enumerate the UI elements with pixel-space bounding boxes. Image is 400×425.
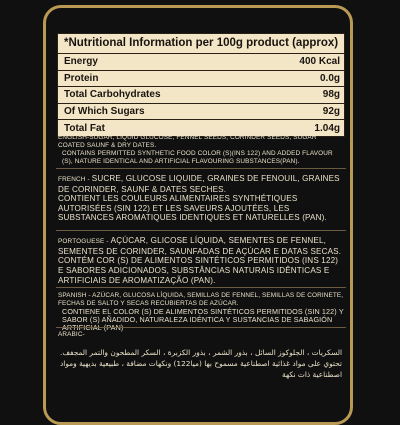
nutrition-table: [57, 33, 345, 137]
divider: [56, 287, 346, 288]
nutrient-value: 98g: [322, 89, 340, 101]
nutrient-value: 92g: [322, 106, 340, 118]
arabic-ingredients-text: السكريات ، الجلوكوز السائل ، بذور الشمر ، بذور الكزبرة ، السكر المطحون والتمر المجفف. تحتوي على مواد غذائية اصطناعية مسموح بها (ميا122) ونكهات مضافة ، طبيعية بديهية ومواد اصطناعية ذات نكهة: [60, 348, 342, 379]
french-label: FRENCH -: [58, 176, 92, 183]
french-contains-text: CONTIENT LES COULEURS ALIMENTAIRES SYNTHÉTIQUES AUTORISÉES (SIN 122) ET LES SAVEURS AJOUTÉES, LES SUBSTANCES AROMATIQUES IDENTIQUES ET NATURELLES (PAN).: [58, 194, 327, 223]
nutrient-label: Of Which Sugars: [64, 106, 145, 118]
nutrition-title: *Nutritional Information per 100g product (approx): [58, 34, 344, 54]
english-ingredients-text: ENGLISH-SUGAR, LIQUID GLUCOSE, FENNEL SEEDS, CORINDER SEEDS, SUGAR COATED SAUNF & DRY DATES.: [58, 134, 317, 149]
nutrient-value: 0.0g: [319, 72, 340, 84]
nutrient-value: 400 Kcal: [299, 56, 340, 68]
nutrient-label: Protein: [64, 72, 99, 84]
nutrient-label: Total Fat: [64, 122, 105, 134]
portuguese-ingredients-text: AÇÚCAR, GLICOSE LÍQUIDA, SEMENTES DE FENNEL, SEMENTES DE CORINDER, SAUNFADAS DE AÇÚCAR E DATAS SECAS.: [58, 236, 342, 256]
arabic-label: ARABIC-: [58, 331, 85, 338]
nutrient-value: 1.04g: [314, 122, 340, 134]
divider: [56, 230, 346, 231]
divider: [56, 327, 346, 328]
portuguese-label: PORTOGUESE -: [58, 238, 111, 245]
nutrition-row-carbohydrates: [58, 87, 344, 104]
nutrient-label: Energy: [64, 56, 98, 68]
portuguese-ingredients: [58, 236, 344, 286]
nutrition-row-sugars: [58, 104, 344, 121]
english-ingredients: [58, 134, 344, 166]
divider: [56, 168, 346, 169]
nutrition-row-protein: [58, 71, 344, 88]
nutrient-label: Total Carbohydrates: [64, 89, 161, 101]
spanish-ingredients-text: SPANISH - AZÚCAR, GLUCOSA LÍQUIDA, SEMILLAS DE FENNEL, SEMILLAS DE CORINETE, FECHAS DE SALTO Y SECAS RECUBIERTAS DE AZÚCAR.: [58, 292, 344, 307]
french-ingredients: [58, 174, 344, 223]
french-ingredients-text: SUCRE, GLUCOSE LIQUIDE, GRAINES DE FENOUIL, GRAINES DE CORINDER, SAUNF & DATES SECHES.: [58, 174, 340, 194]
spanish-ingredients: [58, 292, 344, 332]
english-contains-text: CONTAINS PERMITTED SYNTHETIC FOOD COLOR (S)(INS 122) AND ADDED FLAVOUR (S), NATURE IDENTICAL AND ARTIFICIAL FLAVOURING SUBSTANCES(PAN).: [62, 150, 333, 165]
portuguese-contains-text: CONTÉM COR (S) DE ALIMENTOS SINTÉTICOS PERMITIDOS (INS 122) E SABORES ADICIONADOS, SUBSTÂNCIAS NATURAIS IDÊNTICAS E ARTIFICIAIS DE AROMATIZAÇÃO (PAN).: [58, 256, 339, 285]
nutrition-row-energy: [58, 54, 344, 71]
spanish-contains-text: CONTIENE EL COLOR (S) DE ALIMENTOS SINTÉTICOS PERMITIDOS (SIN 122) Y SABOR (S) AÑADIDO, NATURALEZA IDÉNTICA Y SUSTANCIAS DE SABAGIÓN: [62, 307, 344, 324]
